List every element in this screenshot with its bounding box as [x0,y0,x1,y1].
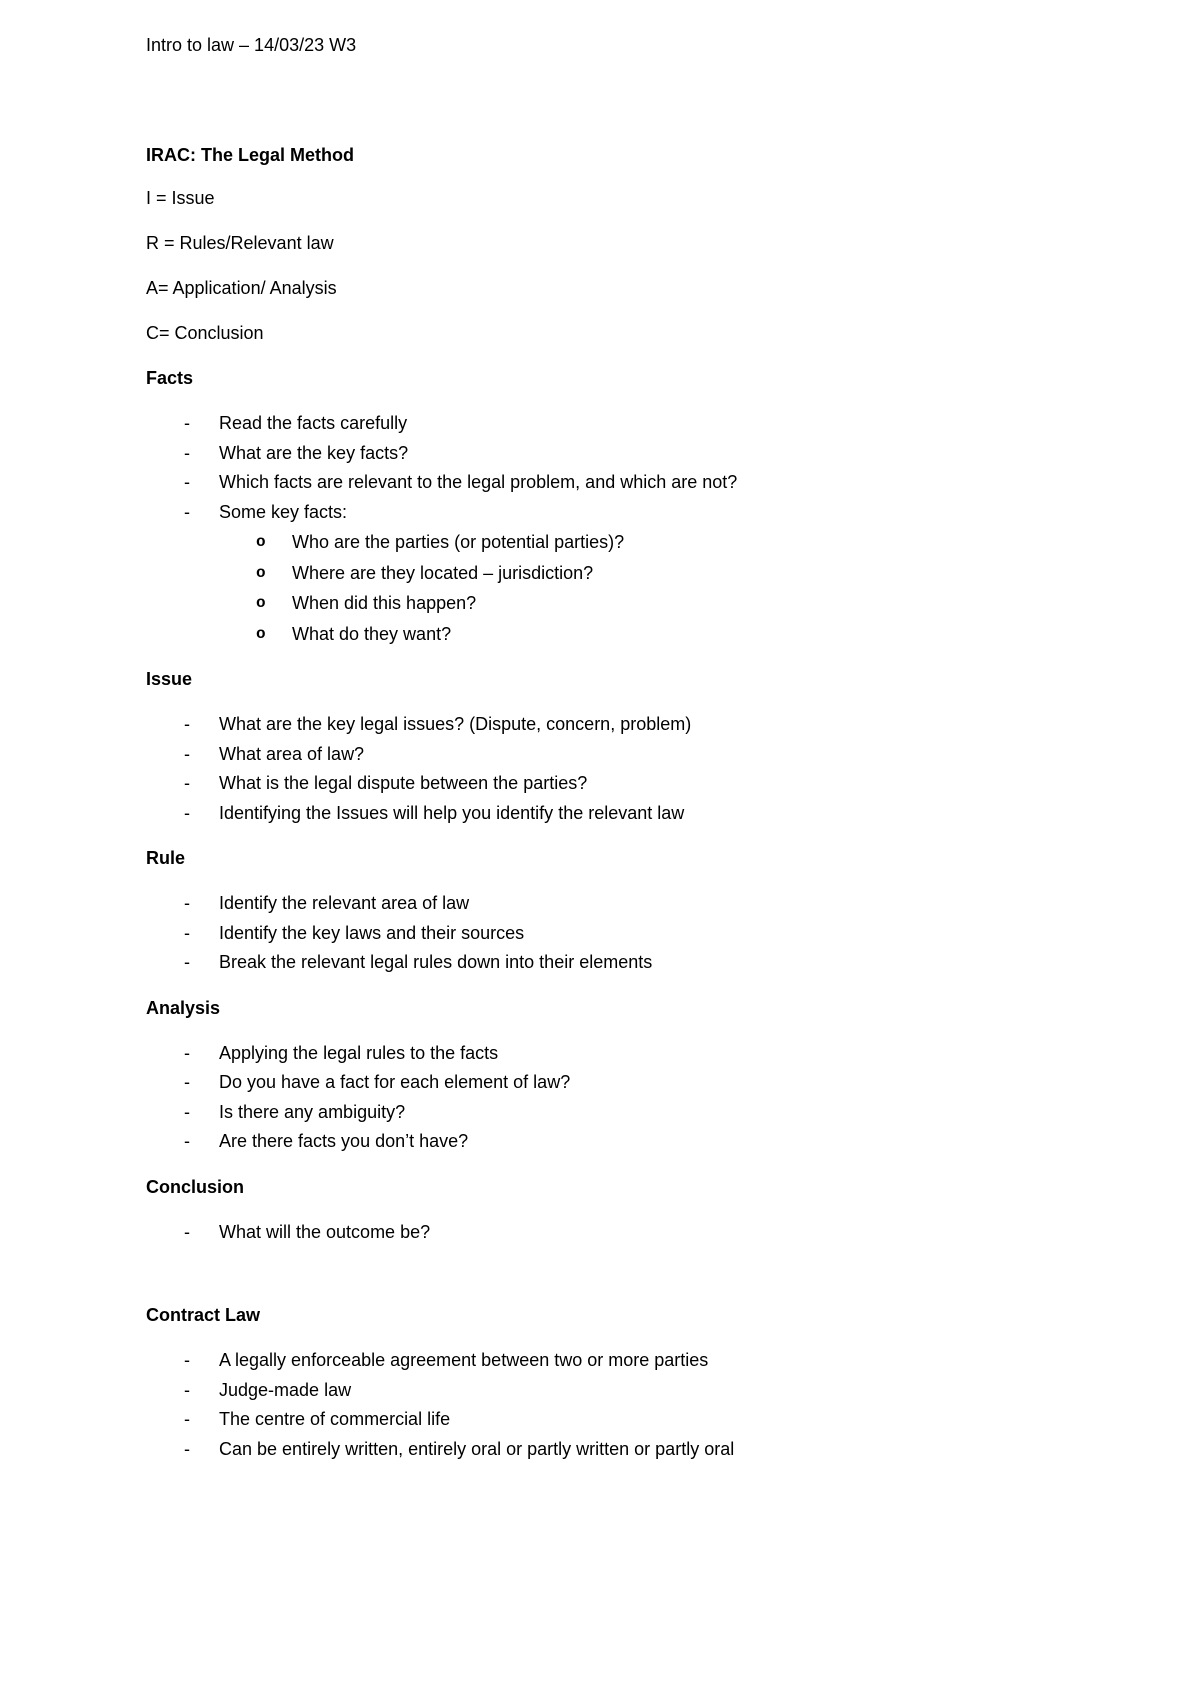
dash-bullet: - [184,1072,190,1092]
circle-bullet: o [256,533,266,551]
list-item [146,1435,1126,1465]
conclusion-heading: Conclusion [146,1176,244,1197]
analysis-list [146,1039,1126,1157]
dash-bullet: - [184,1438,190,1459]
sub-list-item [219,619,1126,650]
dash-bullet: - [184,922,190,943]
list-item-text: The centre of commercial life [219,1409,451,1429]
contract-law-heading: Contract Law [146,1305,261,1325]
list-item-text: Identify the key laws and their sources [219,922,525,943]
list-item-text: Break the relevant legal rules down into their elements [219,952,653,972]
issue-heading: Issue [146,669,193,689]
list-item [146,799,1126,829]
analysis-heading: Analysis [146,997,221,1018]
list-item [146,1376,1126,1406]
list-item-text: Is there any ambiguity? [219,1101,406,1122]
irac-line-issue: I = Issue [146,188,215,208]
sub-list-item-text: Where are they located – jurisdiction? [292,562,594,583]
list-item [146,710,1126,740]
sub-list-item [219,588,1126,619]
dash-bullet: - [184,1350,190,1370]
dash-bullet: - [184,442,190,463]
irac-line-conclusion: C= Conclusion [146,323,264,343]
facts-heading: Facts [146,368,194,388]
conclusion-list [146,1218,1126,1248]
list-item-text: Identifying the Issues will help you identify the relevant law [219,802,685,823]
irac-line-rules: R = Rules/Relevant law [146,233,334,253]
list-item-text: Which facts are relevant to the legal problem, and which are not? [219,472,738,492]
list-item-text: Can be entirely written, entirely oral or partly written or partly oral [219,1438,735,1459]
list-item [146,409,1126,439]
list-item-text: A legally enforceable agreement between two or more parties [219,1350,709,1370]
rule-heading: Rule [146,848,186,868]
dash-bullet: - [184,501,190,522]
list-item [146,740,1126,770]
list-item [146,948,1126,978]
list-item-text: Do you have a fact for each element of law? [219,1072,571,1092]
document-header: Intro to law – 14/03/23 W3 [146,35,357,55]
rule-list [146,889,1126,978]
sub-list-item-text: Who are the parties (or potential parties)? [292,532,625,552]
list-item-text: Read the facts carefully [219,413,408,433]
dash-bullet: - [184,893,190,913]
list-item-text: Identify the relevant area of law [219,893,470,913]
dash-bullet: - [184,472,190,492]
list-item [146,889,1126,919]
sub-list-item [219,558,1126,589]
list-item-text: Judge-made law [219,1379,352,1400]
dash-bullet: - [184,714,190,734]
list-item-text: What are the key legal issues? (Dispute, concern, problem) [219,714,692,734]
list-item [146,1405,1126,1435]
irac-line-application: A= Application/ Analysis [146,278,337,298]
dash-bullet: - [184,1101,190,1122]
dash-bullet: - [184,1131,190,1151]
circle-bullet: o [256,624,266,643]
dash-bullet: - [184,413,190,433]
list-item-text: Applying the legal rules to the facts [219,1042,499,1063]
circle-bullet: o [256,594,266,612]
sub-list-item-text: When did this happen? [292,593,477,613]
list-item-text: Some key facts: [219,501,348,522]
dash-bullet: - [184,1409,190,1429]
sub-list-item [219,527,1126,558]
dash-bullet: - [184,1042,190,1063]
list-item-text: What area of law? [219,743,365,764]
list-item [146,498,1126,650]
list-item-text: What will the outcome be? [219,1221,431,1242]
dash-bullet: - [184,1221,190,1242]
dash-bullet: - [184,802,190,823]
list-item [146,1068,1126,1098]
key-facts-sublist [219,527,1126,649]
list-item [146,919,1126,949]
facts-list [146,409,1126,649]
irac-heading: IRAC: The Legal Method [146,145,354,165]
contract-law-list [146,1346,1126,1464]
list-item-text: Are there facts you don’t have? [219,1131,469,1151]
issue-list [146,710,1126,828]
list-item [146,769,1126,799]
list-item [146,1218,1126,1248]
dash-bullet: - [184,952,190,972]
dash-bullet: - [184,773,190,793]
section-spacer [146,1265,1126,1303]
dash-bullet: - [184,1379,190,1400]
list-item [146,1039,1126,1069]
list-item [146,468,1126,498]
sub-list-item-text: What do they want? [292,623,452,644]
list-item-text: What is the legal dispute between the parties? [219,773,588,793]
circle-bullet: o [256,563,266,582]
list-item [146,1346,1126,1376]
dash-bullet: - [184,743,190,764]
list-item-text: What are the key facts? [219,442,409,463]
document-body [146,143,1126,1482]
list-item [146,439,1126,469]
list-item [146,1127,1126,1157]
list-item [146,1098,1126,1128]
